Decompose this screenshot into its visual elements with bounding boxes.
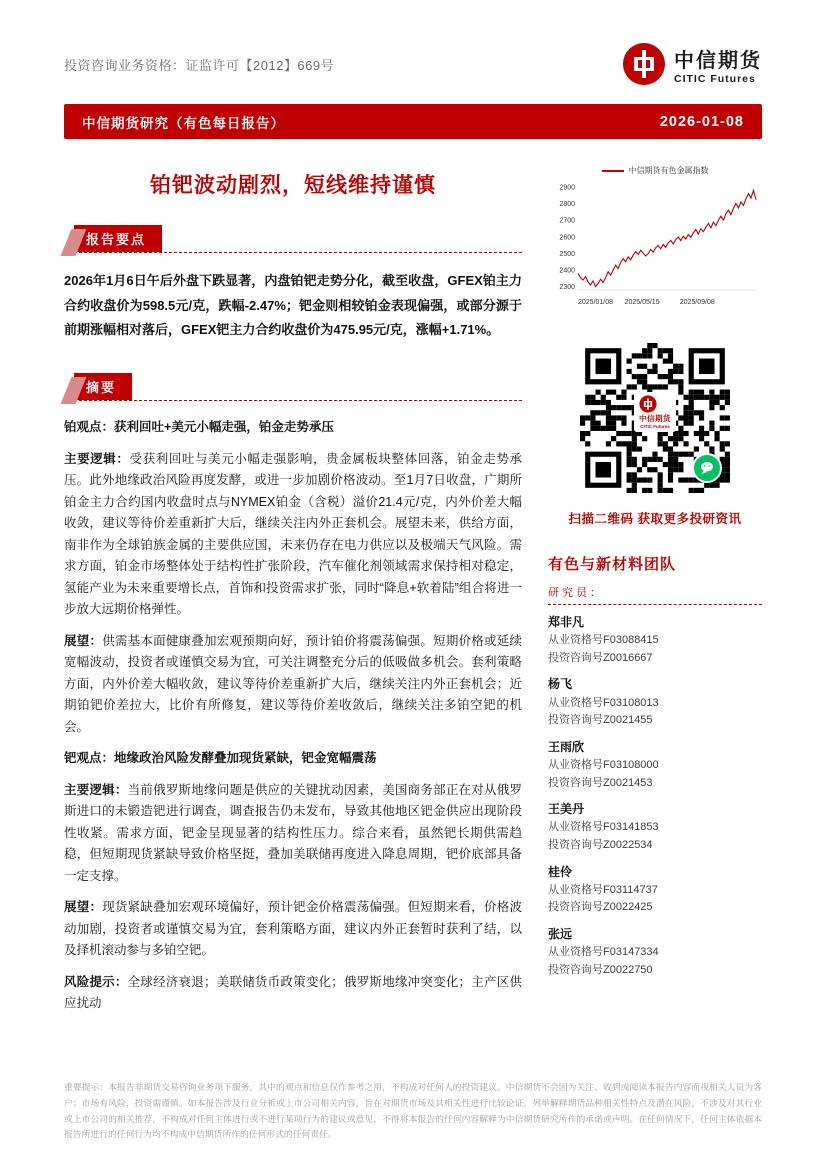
index-chart <box>548 165 762 313</box>
researcher-cred: 投资咨询号Z0022534 <box>548 838 653 851</box>
main-column <box>64 161 522 1080</box>
svg-text:2025/05/15: 2025/05/15 <box>624 299 660 306</box>
legend-label: 中信期货有色金属指数 <box>628 166 709 175</box>
summary-body <box>64 417 522 1015</box>
report-title: 铂钯波动剧烈，短线维持谨慎 <box>150 174 436 197</box>
scan-tip: 扫描二维码 获取更多投研资讯 <box>568 512 742 526</box>
citic-logo-icon <box>639 395 657 413</box>
summary-paragraph: 风险提示：全球经济衰退；美联储货币政策变化；俄罗斯地缘冲突变化；主产区供应扰动 <box>64 974 522 1011</box>
line-chart <box>548 178 762 308</box>
legend-line-icon <box>602 170 624 172</box>
researcher-cred: 从业资格号F03141853 <box>548 821 659 834</box>
researcher-name: 郑非凡 <box>548 615 585 629</box>
researcher-cred: 从业资格号F03147334 <box>548 946 659 959</box>
researcher-name: 杨飞 <box>548 677 573 692</box>
paragraph-label: 展望： <box>64 900 103 915</box>
researcher-entry <box>548 738 762 792</box>
qualification-text: 投资咨询业务资格：证监许可【2012】669号 <box>64 57 335 73</box>
logo-name-cn: 中信期货 <box>674 49 762 72</box>
svg-text:2300: 2300 <box>559 283 575 291</box>
logo-text <box>674 44 762 85</box>
qr-center-logo <box>634 392 676 432</box>
researcher-cred: 投资咨询号Z0021455 <box>548 714 653 727</box>
summary-paragraph: 展望：供需基本面健康叠加宏观预期向好，预计铂价将震荡偏强。短期价格或延续宽幅波动，投资者或谨慎交易为宜，可关注调整充分后的低吸做多机会。套利策略方面，内外价差大幅收敛，建议等待价差重新扩大后，继续关注内外正套机会；近期铂钯价差拉大，比价有所修复，建议等待价差收敛后，继续关注多铂空钯的机会。 <box>64 633 522 734</box>
svg-text:2025/09/08: 2025/09/08 <box>679 299 715 306</box>
researcher-cred: 投资咨询号Z0021453 <box>548 776 653 789</box>
researcher-entry <box>548 925 762 979</box>
svg-text:2025/01/08: 2025/01/08 <box>578 299 614 306</box>
researcher-name: 王美丹 <box>548 802 585 817</box>
researcher-cred: 从业资格号F03088415 <box>548 634 659 647</box>
team-title: 有色与新材料团队 <box>548 556 677 573</box>
citic-logo <box>622 42 762 86</box>
researcher-cred: 从业资格号F03114737 <box>548 883 658 896</box>
researcher-cred: 从业资格号F03108000 <box>548 758 659 771</box>
researcher-label: 研究员： <box>548 584 762 605</box>
summary-paragraph: 主要逻辑：当前俄罗斯地缘问题是供应的关键扰动因素，美国商务部正在对从俄罗斯进口的未锻造钯进行调查，调查报告仍未发布，导致其他地区钯金供应出现阶段性收紧。需求方面，钯金呈现显著的结构性压力。综合来看，虽然钯长期供需趋稳，但短期现货紧缺导致价格坚挺，叠加美联储再度进入降息周期，钯价底部具备一定支撑。 <box>64 782 522 883</box>
logo-name-en: CITIC Futures <box>674 72 756 85</box>
page-header <box>64 42 762 86</box>
researcher-name: 王雨欣 <box>548 739 585 754</box>
svg-text:2900: 2900 <box>559 184 575 192</box>
highlights-badge: 报告要点 <box>74 225 162 252</box>
highlights-badge-row <box>74 225 522 249</box>
svg-text:2800: 2800 <box>559 201 575 209</box>
svg-text:2400: 2400 <box>559 267 575 275</box>
banner-title: 中信期货研究（有色每日报告） <box>82 115 285 131</box>
summary-badge: 摘要 <box>74 373 132 400</box>
wechat-icon <box>692 453 722 483</box>
summary-paragraph: 钯观点：地缘政治风险发酵叠加现货紧缺，钯金宽幅震荡 <box>64 751 377 766</box>
highlights-text: 2026年1月6日午后外盘下跌显著，内盘铂钯走势分化，截至收盘，GFEX铂主力合约收盘价为598.5元/克，跌幅-2.47%；钯金则相较铂金表现偏强，或部分源于前期涨幅相对落后，GFEX钯主力合约收盘价为475.95元/克，涨幅+1.71%。 <box>64 273 522 338</box>
summary-paragraph: 展望：现货紧缺叠加宏观环境偏好，预计钯金价格震荡偏强。但短期来看，价格波动加剧，投资者或谨慎交易为宜，套利策略方面，建议内外正套暂时获利了结，以及择机滚动参与多铂空钯。 <box>64 900 522 958</box>
disclaimer: 重要提示：本报告非期货交易咨询业务项下服务，其中的观点和信息仅作参考之用，不构成对任何人的投资建议。中信期货不会因为关注、收到或阅读本报告内容而视相关人员为客户；市场有风险，投资需谨慎。如本报告涉及行业分析或上市公司相关内容，旨在对期货市场及其相关性进行比较论证，列举解释期货品种相关性特点及潜在风险，不涉及对其行业或上市公司的相关推荐，不构成对任何主体进行或不进行某项行为的建议或意见，不得将本报告的任何内容解释为中信期货研究所作的承诺或声明。在任何情况下，任何主体依据本报告所进行的任何行为均不构成中信期货所作的任何形式的任何责任。 <box>64 1082 762 1140</box>
qr-logo-en: CITIC Futures <box>640 424 670 429</box>
svg-text:2700: 2700 <box>559 217 575 225</box>
paragraph-label: 风险提示： <box>64 974 128 989</box>
researcher-list <box>548 613 762 979</box>
qr-code <box>580 343 730 493</box>
citic-logo-icon <box>622 42 666 86</box>
researcher-entry <box>548 613 762 667</box>
summary-badge-row <box>74 373 522 397</box>
qr-logo-cn: 中信期货 <box>639 414 671 423</box>
paragraph-label: 钯观点： <box>64 751 115 766</box>
paragraph-label: 铂观点： <box>64 420 115 435</box>
researcher-entry <box>548 800 762 854</box>
report-banner <box>64 104 762 139</box>
banner-date: 2026-01-08 <box>659 113 744 130</box>
chart-legend <box>548 165 762 176</box>
sidebar <box>548 161 762 1080</box>
researcher-name: 张远 <box>548 926 573 941</box>
content-columns <box>64 161 762 1080</box>
svg-text:2500: 2500 <box>559 250 575 258</box>
summary-paragraph: 主要逻辑：受获利回吐与美元小幅走强影响，贵金属板块整体回落，铂金走势承压。此外地缘政治风险再度发酵，或进一步加剧价格波动。至1月7日收盘，广期所铂金主力合约国内收盘时点与NYMEX铂金（含税）溢价21.4元/克，内外价差大幅收敛，建议等待价差重新扩大后，继续关注内外正套机会。展望未来，供给方面，南非作为全球铂族金属的主要供应国，未来仍存在电力供应以及极端天气风险。需求方面，铂金市场整体处于结构性扩张阶段，汽车催化剂领域需求保持相对稳定，氢能产业为未来重要增长点，首饰和投资需求扩张，同时“降息+软着陆”组合将进一步放大远期价格弹性。 <box>64 451 522 617</box>
paragraph-label: 主要逻辑： <box>64 782 128 797</box>
paragraph-label: 展望： <box>64 633 103 648</box>
paragraph-label: 主要逻辑： <box>64 451 130 466</box>
dashed-divider <box>64 400 522 401</box>
researcher-cred: 投资咨询号Z0022425 <box>548 901 653 914</box>
svg-text:2600: 2600 <box>559 234 575 242</box>
summary-paragraph: 铂观点：获利回吐+美元小幅走强，铂金走势承压 <box>64 420 334 435</box>
researcher-cred: 从业资格号F03108013 <box>548 696 659 709</box>
dashed-divider <box>64 252 522 253</box>
researcher-cred: 投资咨询号Z0016667 <box>548 651 653 664</box>
researcher-entry <box>548 675 762 729</box>
researcher-entry <box>548 863 762 917</box>
researcher-cred: 投资咨询号Z0022750 <box>548 963 653 976</box>
researcher-name: 桂伶 <box>548 864 573 879</box>
